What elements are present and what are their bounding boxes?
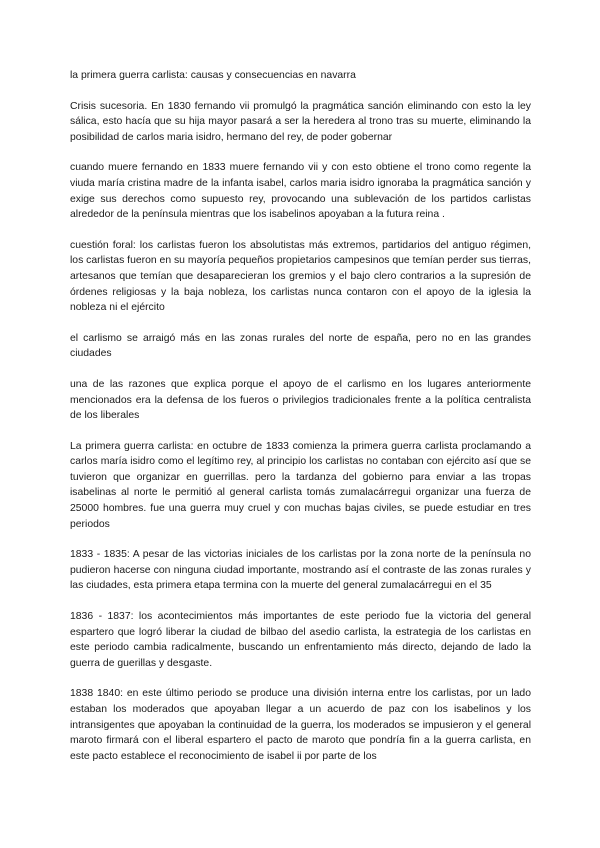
- paragraph-cuestion-foral: cuestión foral: los carlistas fueron los absolutistas más extremos, partidarios del antiguo régimen, los carlistas fueron en su mayoría pequeños propietarios campesinos que temían perder sus tierras, artesanos que temían que desaparecieran los gremios y el bajo clero contrarios a la supresión de órdenes religiosas y la baja nobleza, los carlistas nunca contaron con el apoyo de la iglesia la nobleza ni el ejército: [70, 239, 531, 314]
- paragraph-periodo-1836-1837: 1836 - 1837: los acontecimientos más importantes de este periodo fue la victoria del general espartero que logró liberar la ciudad de bilbao del asedio carlista, la estrategia de los carlistas en este periodo cambia radicalmente, buscando un enfrentamiento más directo, dejando de lado la guerra de guerillas y desgaste.: [70, 611, 531, 669]
- paragraph-muerte-fernando: cuando muere fernando en 1833 muere fernando vii y con esto obtiene el trono como regente la viuda maría cristina madre de la infanta isabel, carlos maria isidro ignoraba la pragmática sanción y exige sus derechos como supuesto rey, provocando una sublevación de los partidos carlistas alrededor de la península mientras que los isabelinos apoyaban a la futura reina .: [70, 162, 531, 221]
- document-title: la primera guerra carlista: causas y consecuencias en navarra: [70, 70, 356, 81]
- paragraph-periodo-1833-1835: 1833 - 1835: A pesar de las victorias iniciales de los carlistas por la zona norte de la península no pudieron hacerse con ninguna ciudad importante, mostrando así el contraste de las zonas rurales y las ciudades, esta primera etapa termina con la muerte del general zumalacárregui en el 35: [70, 549, 531, 592]
- paragraph-razones-apoyo: una de las razones que explica porque el apoyo de el carlismo en los lugares anteriormente mencionados era la defensa de los fueros o privilegios tradicionales frente a la política centralista de los liberales: [70, 378, 531, 422]
- paragraph-primera-guerra: La primera guerra carlista: en octubre de 1833 comienza la primera guerra carlista proclamando a carlos maría isidro como el legítimo rey, al principio los carlistas no contaban con ejército así que se tuvieron que organizar en guerrillas. pero la tardanza del gobierno para enviar a las tropas isabelinas al norte le permitió al general carlista tomás zumalacárregui organizar una fuerza de 25000 hombres. fue una guerra muy cruel y con muchas bajas civiles, se puede estudiar en tres periodos: [70, 440, 531, 530]
- paragraph-periodo-1838-1840: 1838 1840: en este último periodo se produce una división interna entre los carlistas, por un lado estaban los moderados que apoyaban llegar a un acuerdo de paz con los isabelinos y los intransigentes que apoyaban la continuidad de la guerra, los moderados se impusieron y el general maroto firmará con el liberal espartero el pacto de maroto que pondría fin a la guerra carlista, en este pacto establece el reconocimiento de isabel ii por parte de los: [70, 688, 531, 762]
- paragraph-arraigo-carlismo: el carlismo se arraigó más en las zonas rurales del norte de españa, pero no en las grandes ciudades: [70, 332, 531, 360]
- paragraph-crisis-sucesoria: Crisis sucesoria. En 1830 fernando vii promulgó la pragmática sanción eliminando con esto la ley sálica, esto hacía que su hija mayor pasará a ser la heredera al trono tras su muerte, eliminando la posibilidad de carlos maria isidro, hermano del rey, de poder gobernar: [70, 100, 531, 143]
